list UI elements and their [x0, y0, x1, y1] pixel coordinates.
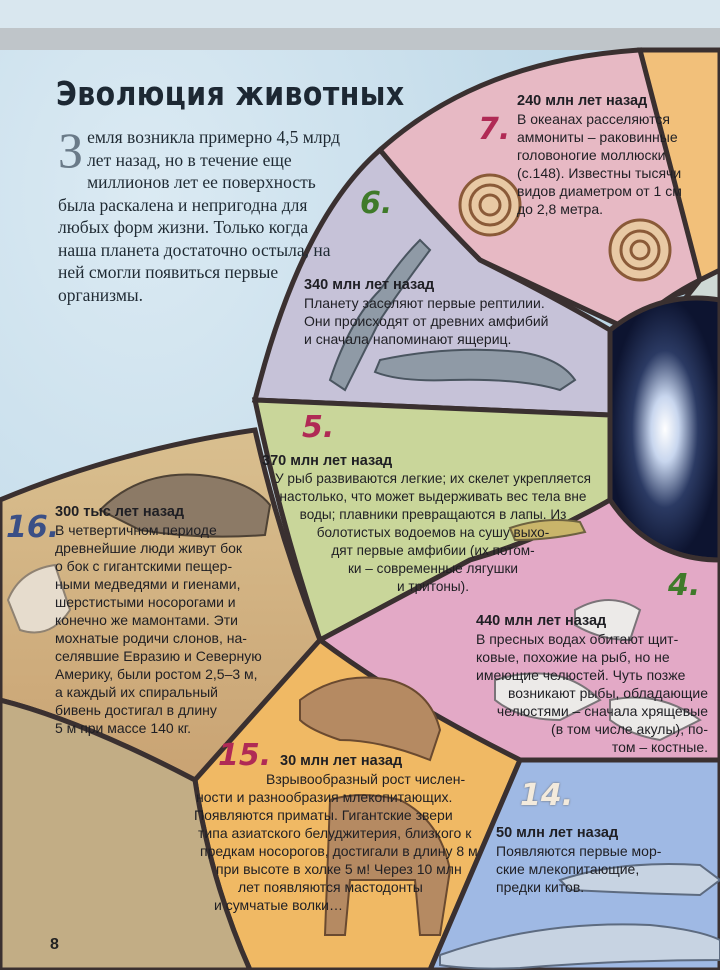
- era-4-line: том – костные.: [611, 739, 708, 755]
- era-16-line: 5 м при массе 140 кг.: [55, 720, 192, 736]
- era-number-15: 15.: [218, 738, 272, 773]
- era-5-line: дят первые амфибии (их потом-: [331, 543, 535, 558]
- era-5-line: болотистых водоемов на сушу выхо-: [316, 525, 550, 540]
- era-16-line: селявшие Евразию и Северную: [55, 648, 262, 664]
- era-7-line: видов диаметром от 1 см: [517, 183, 682, 199]
- era-15-line: при высоте в холке 5 м! Через 10 млн: [216, 861, 462, 877]
- era-6-heading: 340 млн лет назад: [304, 277, 435, 293]
- era-5-text: [262, 452, 604, 596]
- era-14-line: предки китов.: [496, 879, 585, 895]
- era-5-line: ки – современные лягушки: [347, 561, 519, 576]
- era-16-line: конечно же мамонтами. Эти: [55, 612, 238, 628]
- era-16-line: древнейшие люди живут бок: [55, 540, 243, 556]
- era-5-line: настолько, что может выдерживать вес тела вне: [279, 489, 587, 504]
- era-7-heading: 240 млн лет назад: [517, 93, 648, 109]
- intro-text: емля возникла примерно 4,5 млрд лет назад, но в течение еще миллионов лет ее поверхность была раскалена и непригодна для любых форм жизни. Только когда наша планета достаточно остыла, на ней смогли появиться первые организмы.: [58, 127, 341, 305]
- era-4-line: ковые, похожие на рыб, но не: [476, 649, 670, 665]
- era-16-line: шерстистыми носорогами и: [55, 594, 236, 610]
- era-4-line: челюстями – сначала хрящевые: [496, 703, 708, 719]
- era-14-heading: 50 млн лет назад: [496, 825, 619, 841]
- era-15-line: ности и разнообразия млекопитающих.: [196, 789, 453, 805]
- era-4-line: (в том числе акулы), по-: [551, 721, 708, 737]
- era-16-line: ными медведями и гиенами,: [55, 576, 241, 592]
- era-6-line: и сначала напоминают ящериц.: [304, 331, 512, 347]
- era-7-line: (с.148). Известны тысячи: [517, 165, 682, 181]
- era-number-16: 16.: [6, 510, 60, 545]
- era-16-line: В четвертичном периоде: [55, 522, 217, 538]
- era-number-4: 4.: [668, 568, 701, 603]
- era-7-line: до 2,8 метра.: [517, 201, 604, 217]
- era-5-line: и тритоны).: [397, 579, 469, 594]
- era-6-line: Они происходят от древних амфибий: [304, 313, 549, 329]
- era-4-heading: 440 млн лет назад: [476, 613, 607, 629]
- era-16-line: а каждый их спиральный: [55, 684, 218, 700]
- era-4-line: возникают рыбы, обладающие: [507, 685, 708, 701]
- era-number-14: 14.: [520, 778, 574, 813]
- era-14-line: Появляются первые мор-: [496, 843, 662, 859]
- era-15-line: лет появляются мастодонты: [238, 879, 423, 895]
- era-16-line: Америку, были ростом 2,5–3 м,: [55, 666, 258, 682]
- era-16-line: о бок с гигантскими пещер-: [55, 558, 233, 574]
- drop-cap: З: [58, 122, 84, 178]
- era-7-line: В океанах расселяются: [517, 111, 670, 127]
- era-number-6: 6.: [360, 186, 393, 221]
- era-16-line: бивень достигал в длину: [55, 702, 217, 718]
- era-5-heading: 370 млн лет назад: [262, 453, 393, 469]
- era-15-text: [186, 752, 486, 914]
- era-14-line: ские млекопитающие,: [496, 861, 640, 877]
- era-7-line: головоногие моллюски: [517, 147, 666, 163]
- era-4-text: [476, 612, 708, 756]
- era-14-text: [496, 824, 706, 896]
- era-5-line: У рыб развиваются легкие; их скелет укрепляется: [274, 471, 592, 486]
- era-16-line: мохнатые родичи слонов, на-: [55, 630, 247, 646]
- era-16-heading: 300 тыс лет назад: [55, 504, 185, 520]
- era-15-line: типа азиатского белуджитерия, близкого к: [198, 825, 472, 841]
- era-4-line: В пресных водах обитают щит-: [476, 631, 679, 647]
- era-6-line: Планету заселяют первые рептилии.: [304, 295, 545, 311]
- era-16-text: [55, 503, 290, 737]
- era-15-line: Появляются приматы. Гигантские звери: [194, 807, 453, 823]
- era-15-line: Взрывообразный рост числен-: [266, 771, 466, 787]
- era-7-line: аммониты – раковинные: [517, 129, 678, 145]
- page-title: Эволюция животных: [56, 74, 405, 113]
- page-number: 8: [50, 936, 59, 953]
- era-7-text: [517, 92, 707, 218]
- era-15-line: предкам носорогов, достигали в длину 8 м: [200, 843, 478, 859]
- era-4-line: имеющие челюстей. Чуть позже: [476, 667, 686, 683]
- era-number-7: 7.: [478, 112, 511, 147]
- era-15-heading: 30 млн лет назад: [280, 753, 403, 769]
- era-6-text: [304, 276, 594, 348]
- era-5-line: воды; плавники превращаются в лапы. Из: [299, 507, 567, 522]
- era-15-line: и сумчатые волки…: [214, 897, 343, 913]
- era-number-5: 5.: [302, 410, 335, 445]
